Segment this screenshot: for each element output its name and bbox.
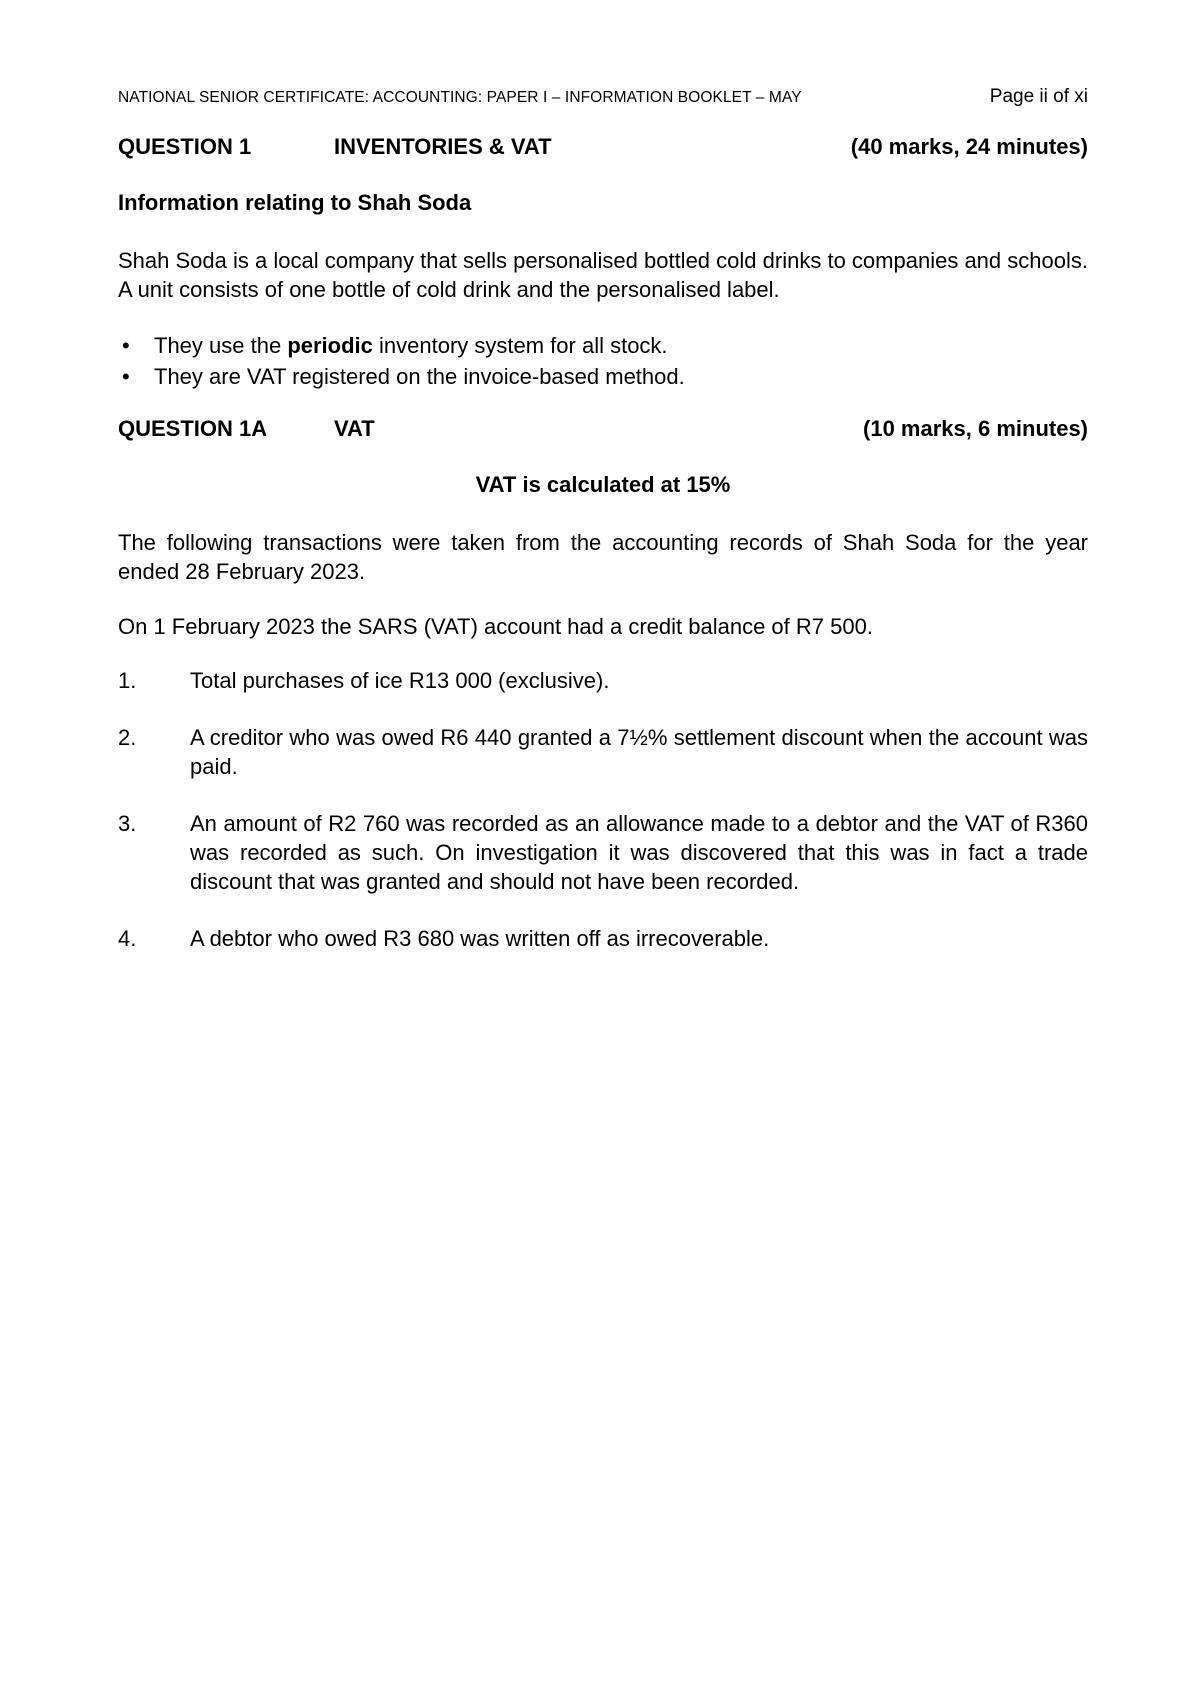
question-1a-heading — [118, 416, 1088, 442]
question-1-heading — [118, 134, 1088, 160]
bullet-text: They are VAT registered on the invoice-based method. — [154, 364, 685, 389]
question-1-title: INVENTORIES & VAT — [334, 134, 552, 159]
list-item — [118, 809, 1088, 896]
item-number: 2. — [118, 725, 137, 750]
list-item — [118, 666, 1088, 695]
info-heading: Information relating to Shah Soda — [118, 190, 472, 215]
item-text: Total purchases of ice R13 000 (exclusive). — [190, 668, 610, 693]
transaction-list — [118, 666, 1088, 981]
bullet-text-after: inventory system for all stock. — [372, 333, 668, 358]
bullet-item-vat — [118, 361, 1088, 392]
question-1a-marks: (10 marks, 6 minutes) — [863, 416, 1088, 441]
item-text: A debtor who owed R3 680 was written off as irrecoverable. — [190, 926, 770, 951]
header-title: NATIONAL SENIOR CERTIFICATE: ACCOUNTING: PAPER I – INFORMATION BOOKLET – MAY — [118, 89, 802, 106]
vat-rate-heading: VAT is calculated at 15% — [475, 472, 731, 497]
opening-balance: On 1 February 2023 the SARS (VAT) account had a credit balance of R7 500. — [118, 614, 873, 639]
question-1a-title: VAT — [334, 416, 375, 441]
transactions-intro: The following transactions were taken from the accounting records of Shah Soda for the year ended 28 February 2023. — [118, 530, 1088, 584]
item-text: An amount of R2 760 was recorded as an allowance made to a debtor and the VAT of R360 was recorded as such. On investigation it was discovered that this was in fact a trade discount that was granted and should not have been recorded. — [190, 811, 1088, 894]
item-number: 1. — [118, 668, 137, 693]
intro-paragraph: Shah Soda is a local company that sells personalised bottled cold drinks to companies and schools. A unit consists of one bottle of cold drink and the personalised label. — [118, 248, 1088, 302]
bullet-text-bold: periodic — [287, 333, 373, 358]
list-item — [118, 723, 1088, 781]
bullet-item-inventory — [118, 330, 1088, 361]
question-1a-number: QUESTION 1A — [118, 416, 268, 441]
list-item — [118, 924, 1088, 953]
item-number: 3. — [118, 811, 137, 836]
bullet-list — [118, 330, 1088, 392]
bullet-icon: • — [122, 333, 130, 358]
bullet-text-before: They use the — [154, 333, 288, 358]
page-number: Page ii of xi — [989, 86, 1088, 107]
item-number: 4. — [118, 926, 137, 951]
item-text: A creditor who was owed R6 440 granted a 7½% settlement discount when the account was paid. — [190, 725, 1088, 779]
question-1-marks: (40 marks, 24 minutes) — [850, 134, 1088, 159]
page-header — [118, 86, 1088, 112]
bullet-icon: • — [122, 364, 130, 389]
question-1-number: QUESTION 1 — [118, 134, 252, 159]
